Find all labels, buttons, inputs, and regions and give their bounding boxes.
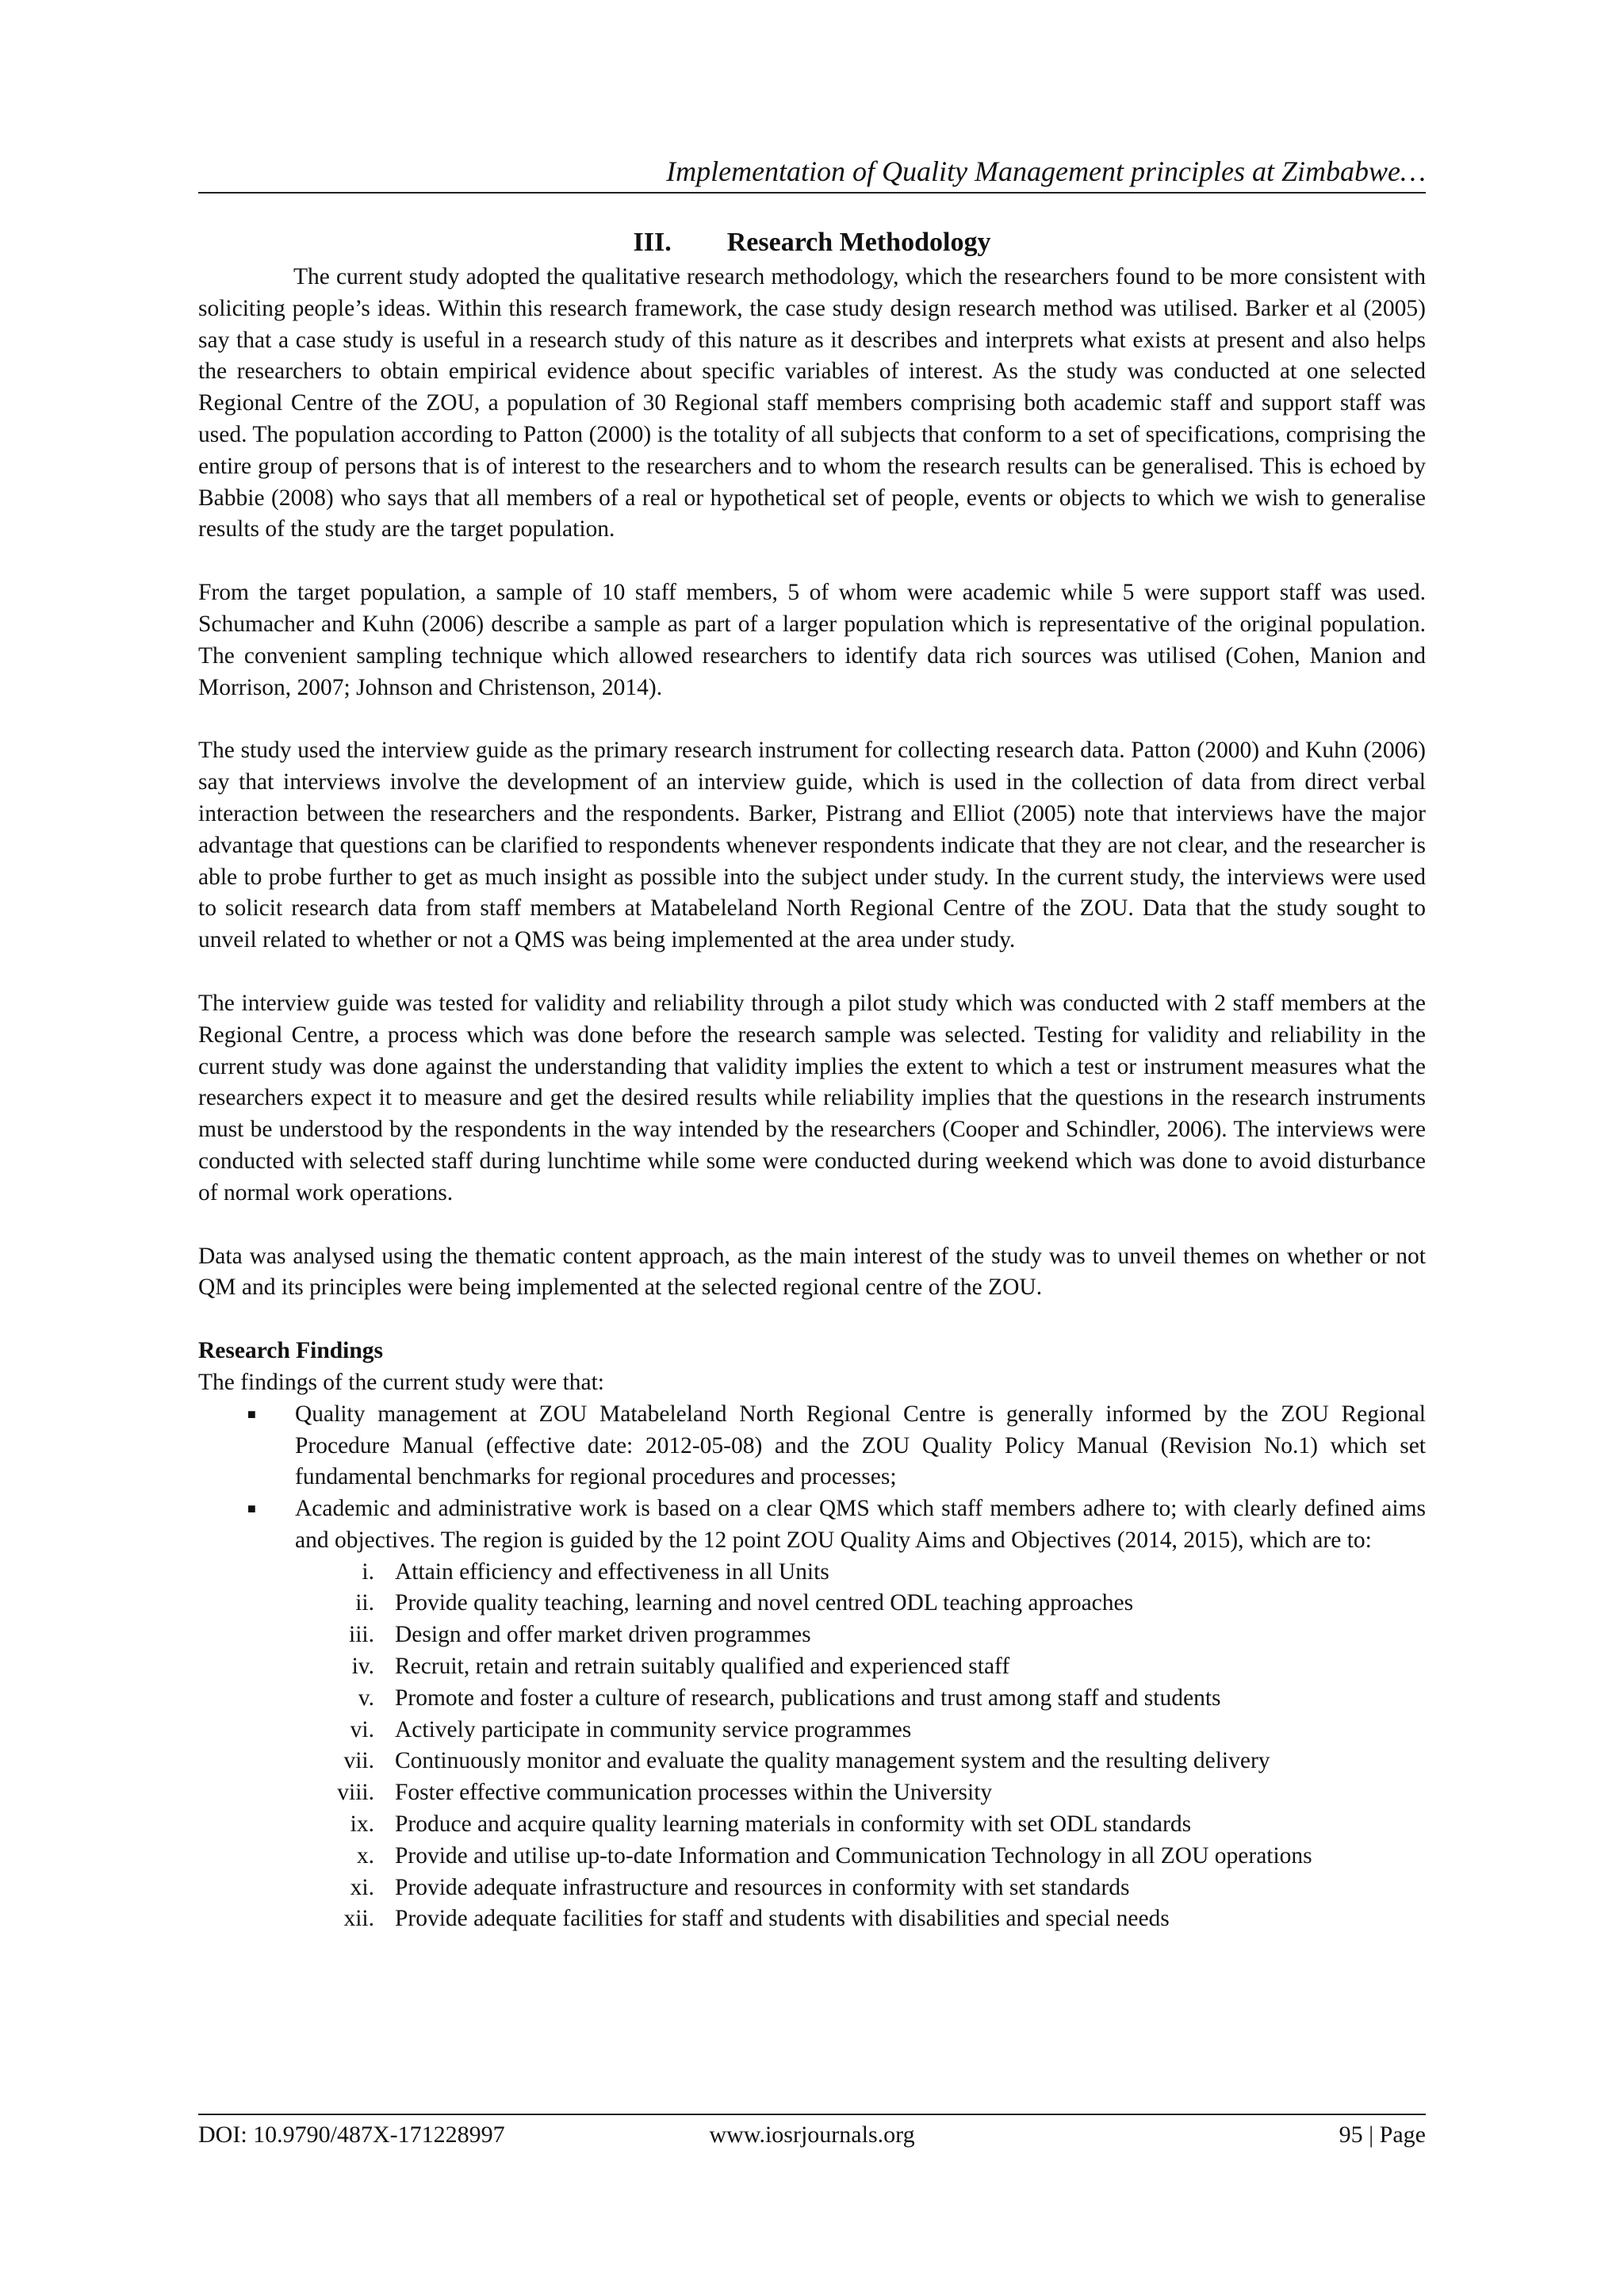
- list-numeral: i.: [362, 1558, 374, 1585]
- bullet-square-icon: ■: [247, 1405, 256, 1422]
- list-item-text: Promote and foster a culture of research, publications and trust among staff and students: [395, 1685, 1221, 1711]
- paragraph-interviews: The study used the interview guide as the primary research instrument for collecting research data. Patton (2000) and Kuhn (2006) say that interviews involve the development of an interview guide, which is used in the collection of data from direct verbal interaction between the researchers and the respondents. Barker, Pistrang and Elliot (2005) note that interviews have the major advantage that questions can be clarified to respondents whenever respondents indicate that they are not clear, and the researcher is able to probe further to get as much insight as possible into the subject under study. In the current study, the interviews were used to solicit research data from staff members at Matabeleland North Regional Centre of the ZOU. Data that the study sought to unveil related to whether or not a QMS was being implemented at the area under study.: [198, 738, 1426, 953]
- paragraph-spacer: [198, 703, 1426, 735]
- list-numeral: ix.: [350, 1811, 374, 1838]
- paragraph-methodology: The current study adopted the qualitative research methodology, which the researchers found to be more consistent with soliciting people’s ideas. Within this research framework, the case study design research method was utilised. Barker et al (2005) say that a case study is useful in a research study of this nature as it describes and interprets what exists at present and also helps the researchers to obtain empirical evidence about specific variables of interest. As the study was conducted at one selected Regional Centre of the ZOU, a population of 30 Regional staff members comprising both academic staff and support staff was used. The population according to Patton (2000) is the totality of all subjects that conform to a set of specifications, comprising the entire group of persons that is of interest to the researchers and to whom the research results can be generalised. This is echoed by Babbie (2008) who says that all members of a real or hypothetical set of people, events or objects to which we wish to generalise results of the study are the target population.: [198, 264, 1426, 542]
- list-item: [198, 1557, 1426, 1589]
- section-heading: [198, 225, 1426, 260]
- paragraph-sample: From the target population, a sample of 10 staff members, 5 of whom were academic while 5 were support staff was used. Schumacher and Kuhn (2006) describe a sample as part of a larger population which is representative of the original population. The convenient sampling technique which allowed researchers to identify data rich sources was utilised (Cohen, Manion and Morrison, 2007; Johnson and Christenson, 2014).: [198, 580, 1426, 700]
- findings-title: Research Findings: [198, 1338, 384, 1364]
- list-numeral: x.: [356, 1842, 374, 1869]
- list-item: [198, 1903, 1426, 1935]
- list-item-text: Attain efficiency and effectiveness in all Units: [395, 1558, 829, 1585]
- running-title: Implementation of Quality Management principles at Zimbabwe…: [666, 155, 1426, 187]
- list-numeral: viii.: [337, 1780, 374, 1806]
- list-numeral: xii.: [343, 1906, 374, 1932]
- footer-page-number: 95 | Page: [1339, 2122, 1426, 2148]
- list-numeral: vi.: [350, 1716, 374, 1742]
- list-item: [198, 1588, 1426, 1619]
- list-item: [198, 1872, 1426, 1904]
- bullet-square-icon: ■: [247, 1501, 256, 1517]
- section-number: III.: [633, 228, 672, 257]
- list-item-text: Provide adequate facilities for staff and students with disabilities and special needs: [395, 1906, 1170, 1932]
- list-item: [198, 1651, 1426, 1683]
- list-item-text: Provide adequate infrastructure and resources in conformity with set standards: [395, 1874, 1130, 1900]
- list-item-text: Provide and utilise up-to-date Information and Communication Technology in all ZOU operations: [395, 1842, 1312, 1869]
- list-item-text: Provide quality teaching, learning and novel centred ODL teaching approaches: [395, 1590, 1134, 1616]
- list-item-text: Recruit, retain and retrain suitably qualified and experienced staff: [395, 1654, 1010, 1680]
- list-item-text: Actively participate in community service programmes: [395, 1716, 912, 1742]
- findings-intro: The findings of the current study were that:: [198, 1369, 605, 1395]
- list-item: [198, 1683, 1426, 1715]
- list-numeral: iii.: [349, 1622, 374, 1648]
- list-item: [198, 1493, 1426, 1557]
- list-item: [198, 1777, 1426, 1809]
- page-body: [198, 225, 1426, 1935]
- paragraph-spacer: [198, 956, 1426, 988]
- paragraph-validity: The interview guide was tested for validity and reliability through a pilot study which was conducted with 2 staff members at the Regional Centre, a process which was done before the research sample was selected. Testing for validity and reliability in the current study was done against the understanding that validity implies the extent to which a test or instrument measures what the researchers expect it to measure and get the desired results while reliability implies that the questions in the research instruments must be understood by the respondents in the way intended by the researchers (Cooper and Schindler, 2006). The interviews were conducted with selected staff during lunchtime while some were conducted during weekend which was done to avoid disturbance of normal work operations.: [198, 990, 1426, 1205]
- objectives-list: [198, 1557, 1426, 1936]
- paragraph-spacer: [198, 1209, 1426, 1241]
- bullet-text: Academic and administrative work is based on a clear QMS which staff members adhere to; with clearly defined aims and objectives. The region is guided by the 12 point ZOU Quality Aims and Objectives (2014, 2015), which are to:: [295, 1496, 1426, 1553]
- footer-rule: [198, 2114, 1426, 2115]
- footer-website-link[interactable]: www.iosrjournals.org: [709, 2122, 915, 2148]
- list-item-text: Continuously monitor and evaluate the quality management system and the resulting delivery: [395, 1748, 1270, 1774]
- list-item: [198, 1809, 1426, 1841]
- list-item-text: Foster effective communication processes within the University: [395, 1780, 993, 1806]
- paragraph-spacer: [198, 1304, 1426, 1336]
- list-item: [198, 1841, 1426, 1872]
- list-numeral: ii.: [355, 1590, 374, 1616]
- list-item: [198, 1715, 1426, 1746]
- list-item-text: Produce and acquire quality learning materials in conformity with set ODL standards: [395, 1811, 1192, 1838]
- bullet-text: Quality management at ZOU Matabeleland North Regional Centre is generally informed by the ZOU Regional Procedure Manual (effective date: 2012-05-08) and the ZOU Quality Policy Manual (Revision No.1) which set fundamental benchmarks for regional procedures and processes;: [295, 1401, 1426, 1490]
- list-item: [198, 1399, 1426, 1493]
- list-item-text: Design and offer market driven programmes: [395, 1622, 811, 1648]
- footer-doi: DOI: 10.9790/487X-171228997: [198, 2122, 505, 2148]
- list-numeral: xi.: [350, 1874, 374, 1900]
- list-item: [198, 1619, 1426, 1651]
- page-footer: [198, 2119, 1426, 2151]
- list-item: [198, 1746, 1426, 1777]
- list-numeral: v.: [358, 1685, 374, 1711]
- paragraph-analysis: Data was analysed using the thematic content approach, as the main interest of the study was to unveil themes on whether or not QM and its principles were being implemented at the selected regional centre of the ZOU.: [198, 1243, 1426, 1301]
- section-title: Research Methodology: [726, 228, 991, 257]
- header-rule: [198, 192, 1426, 194]
- list-numeral: iv.: [351, 1654, 374, 1680]
- findings-bullet-list: [198, 1399, 1426, 1557]
- list-numeral: vii.: [343, 1748, 374, 1774]
- paragraph-spacer: [198, 546, 1426, 577]
